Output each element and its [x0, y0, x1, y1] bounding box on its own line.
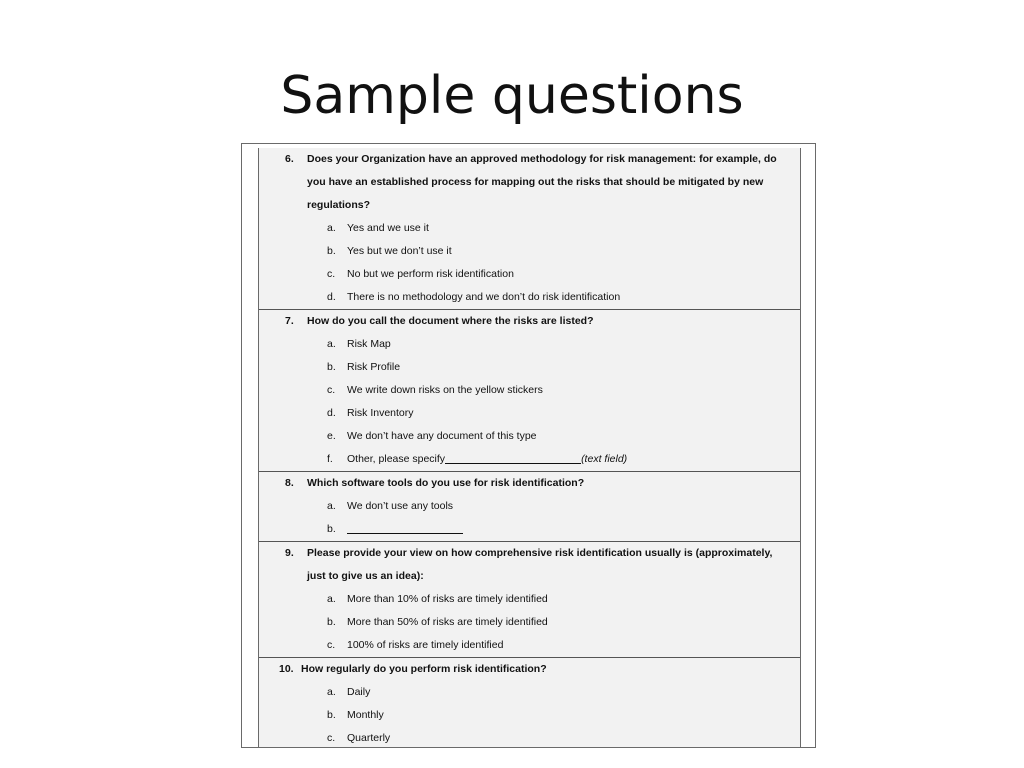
question-number: 8.	[285, 477, 294, 489]
answer-option: c. We write down risks on the yellow stickers	[327, 384, 543, 396]
question-6	[259, 148, 800, 310]
answer-option: d. There is no methodology and we don’t do risk identification	[327, 291, 621, 303]
answer-option: c. 100% of risks are timely identified	[327, 639, 504, 651]
answer-option-blank: b.	[259, 518, 800, 541]
question-8	[259, 472, 800, 542]
answer-option: a. Yes and we use it	[327, 222, 429, 234]
answer-option: d. Risk Inventory	[327, 407, 414, 419]
question-text-continued: regulations?	[307, 199, 371, 211]
field-note: (text field)	[581, 453, 628, 465]
question-10	[259, 658, 800, 748]
answer-option: b. Monthly	[327, 709, 384, 721]
question-number: 10.	[279, 663, 294, 675]
slide-title: Sample questions	[280, 66, 744, 126]
answer-option: a. Daily	[327, 686, 371, 698]
question-number: 9.	[285, 547, 294, 559]
question-text: 8. Which software tools do you use for risk identification?	[259, 472, 800, 495]
answer-option: b. Yes but we don’t use it	[327, 245, 452, 257]
question-text: 10. How regularly do you perform risk identification?	[259, 658, 800, 681]
answer-option: b. Risk Profile	[327, 361, 401, 373]
answer-option: c. Quarterly	[327, 732, 391, 744]
question-text: 6. Does your Organization have an approved methodology for risk management: for example, do	[259, 148, 800, 171]
question-number: 6.	[285, 153, 294, 165]
question-number: 7.	[285, 315, 294, 327]
answer-option: a. We don’t use any tools	[327, 500, 454, 512]
answer-option: e. We don’t have any document of this type	[327, 430, 537, 442]
answer-option: a. More than 10% of risks are timely identified	[327, 593, 548, 605]
question-text: 7. How do you call the document where the risks are listed?	[259, 310, 800, 333]
questionnaire	[258, 148, 801, 748]
answer-option: a. Risk Map	[327, 338, 391, 350]
question-9	[259, 542, 800, 658]
document-screenshot	[241, 143, 816, 748]
answer-option: c. No but we perform risk identification	[327, 268, 514, 280]
question-7	[259, 310, 800, 472]
text-field-blank	[347, 521, 463, 534]
answer-option: b. More than 50% of risks are timely identified	[327, 616, 548, 628]
text-field-blank	[445, 451, 581, 464]
question-text: 9. Please provide your view on how comprehensive risk identification usually is (approximately,	[259, 542, 800, 565]
question-text-continued: just to give us an idea):	[307, 570, 424, 582]
question-text-continued: you have an established process for mapping out the risks that should be mitigated by new	[307, 176, 764, 188]
answer-option-other: f. Other, please specify (text field)	[327, 453, 628, 465]
